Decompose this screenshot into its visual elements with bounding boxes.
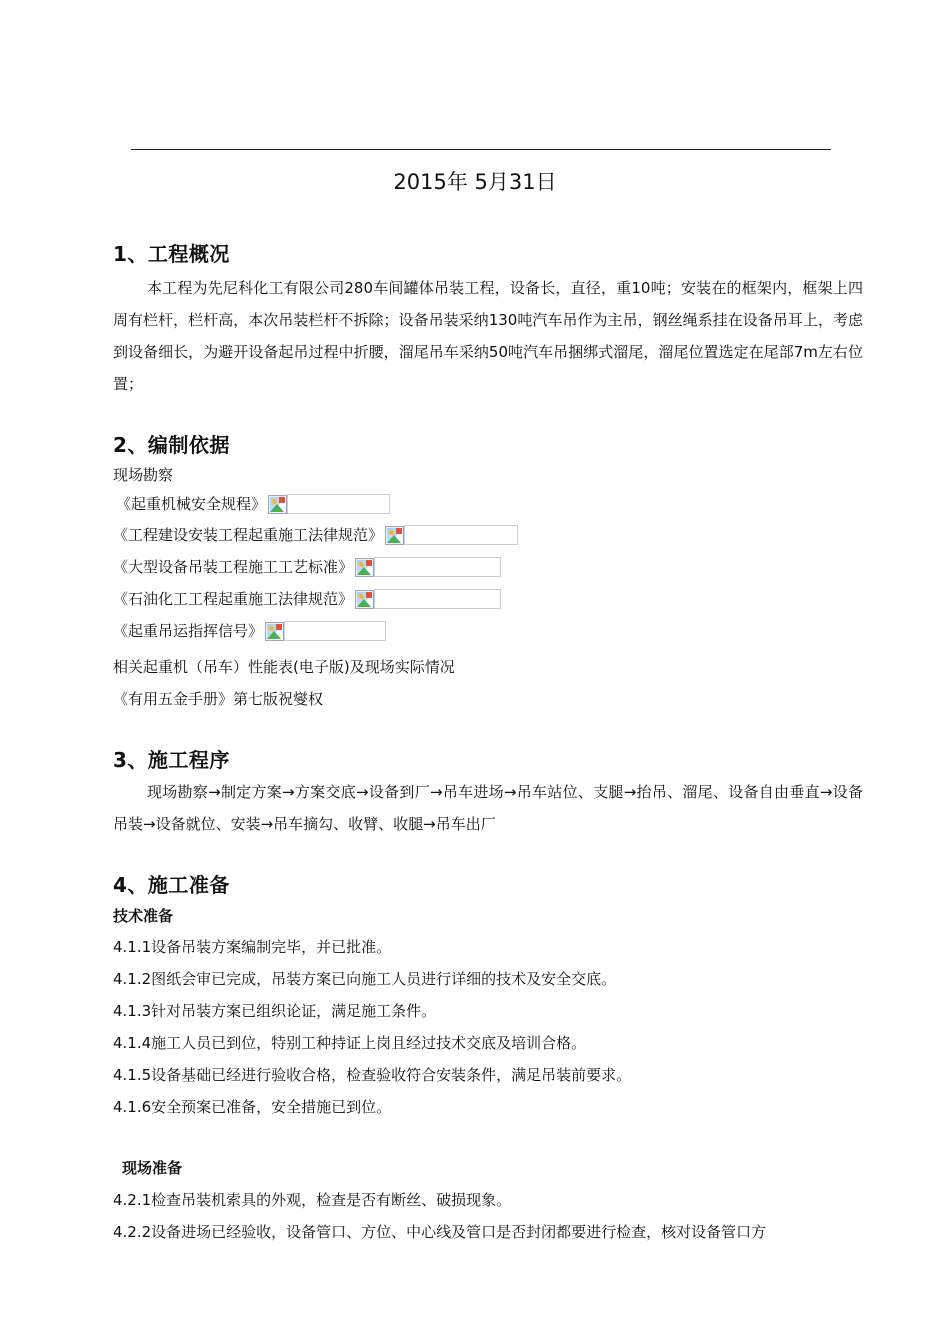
- basis-item-process-standard: [113, 555, 501, 579]
- tech-item: 4.1.5设备基础已经进行验收合格，检查验收符合安装条件，满足吊装前要求。: [113, 1066, 632, 1084]
- document-date: 2015年 5月31日: [393, 170, 557, 194]
- site-item: 4.2.1检查吊装机索具的外观，检查是否有断丝、破损现象。: [113, 1191, 512, 1209]
- image-placeholder-box: [374, 557, 501, 577]
- site-item: 4.2.2设备进场已经验收，设备管口、方位、中心线及管口是否封闭都要进行检查，核对设备管口方: [113, 1223, 767, 1241]
- basis-item-petrochem-code: [113, 587, 501, 611]
- image-placeholder-box: [404, 525, 518, 545]
- broken-image-icon: [268, 495, 287, 514]
- top-divider-line: [131, 149, 831, 150]
- image-placeholder-box: [287, 494, 390, 514]
- basis-item-label: 《工程建设安装工程起重施工法律规范》: [113, 526, 384, 544]
- section-4-heading: 4、施工准备: [113, 873, 230, 897]
- tech-item: 4.1.1设备吊装方案编制完毕，并已批准。: [113, 938, 392, 956]
- broken-image-icon: [385, 526, 404, 545]
- basis-item-label: 《起重机械安全规程》: [116, 495, 267, 513]
- tech-item: 4.1.3针对吊装方案已组织论证，满足施工条件。: [113, 1002, 437, 1020]
- tech-prep-title: 技术准备: [113, 907, 174, 925]
- basis-item-label: 《石油化工工程起重施工法律规范》: [113, 590, 354, 608]
- broken-image-icon: [265, 622, 284, 641]
- section-1-heading: 1、工程概况: [113, 242, 230, 266]
- section-3-paragraph: 现场勘察→制定方案→方案交底→设备到厂→吊车进场→吊车站位、支腿→抬吊、溜尾、设备自由垂直→设备吊装→设备就位、安装→吊车摘勾、收臂、收腿→吊车出厂: [113, 783, 863, 833]
- tech-item: 4.1.2图纸会审已完成，吊装方案已向施工人员进行详细的技术及安全交底。: [113, 970, 617, 988]
- tech-item: 4.1.6安全预案已准备，安全措施已到位。: [113, 1098, 392, 1116]
- broken-image-icon: [355, 558, 374, 577]
- basis-item-crane-safety: [116, 492, 390, 516]
- image-placeholder-box: [374, 589, 501, 609]
- basis-item-crane-performance: 相关起重机（吊车）性能表(电子版)及现场实际情况: [113, 658, 455, 676]
- basis-item-label: 《起重吊运指挥信号》: [113, 622, 264, 640]
- section-2-heading: 2、编制依据: [113, 433, 230, 457]
- tech-item: 4.1.4施工人员已到位，特别工种持证上岗且经过技术交底及培训合格。: [113, 1034, 587, 1052]
- basis-item-hardware-manual: 《有用五金手册》第七版祝燮权: [113, 690, 324, 708]
- basis-item-site-survey: 现场勘察: [113, 466, 174, 484]
- image-placeholder-box: [284, 621, 386, 641]
- site-prep-title: 现场准备: [122, 1159, 183, 1177]
- broken-image-icon: [355, 590, 374, 609]
- basis-item-label: 《大型设备吊装工程施工工艺标准》: [113, 558, 354, 576]
- basis-item-construction-code: [113, 523, 518, 547]
- section-1-paragraph: 本工程为先尼科化工有限公司280车间罐体吊装工程，设备长，直径，重10吨；安装在的框架内，框架上四周有栏杆，栏杆高，本次吊装栏杆不拆除；设备吊装采纳130吨汽车吊作为主吊，钢丝绳系挂在设备吊耳上，考虑到设备细长，为避开设备起吊过程中折腰，溜尾吊车采纳50吨汽车吊捆绑式溜尾，溜尾位置选定在尾部7m左右位置；: [113, 279, 863, 393]
- basis-item-signal-standard: [113, 619, 386, 643]
- section-3-heading: 3、施工程序: [113, 748, 230, 772]
